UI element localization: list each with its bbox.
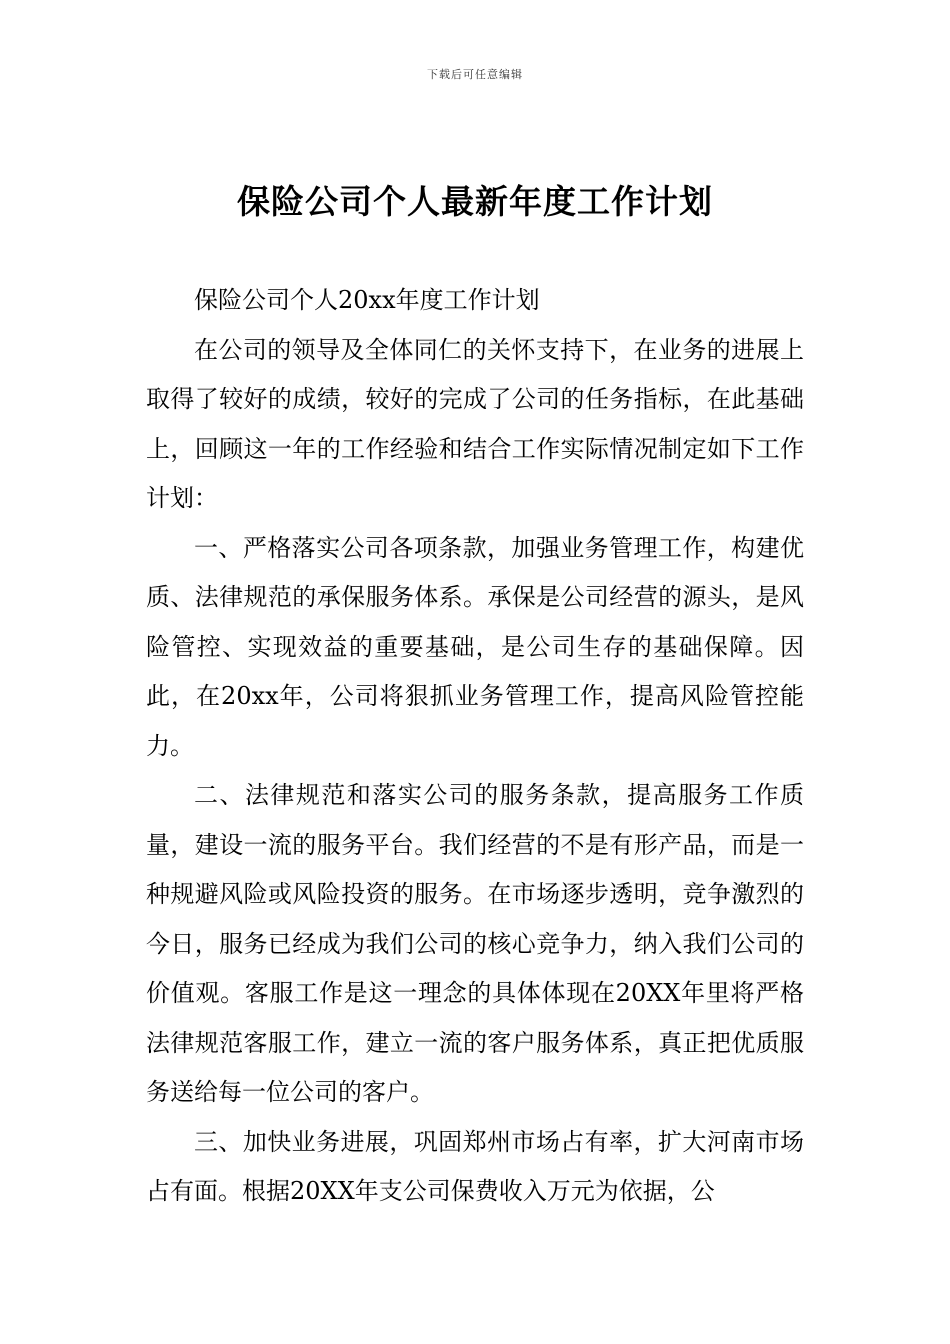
document-body — [146, 276, 804, 1217]
paragraph-section-1: 一、严格落实公司各项条款，加强业务管理工作，构建优质、法律规范的承保服务体系。承保是公司经营的源头，是风险管控、实现效益的重要基础，是公司生存的基础保障。因此，在20xx年，公司将狠抓业务管理工作，提高风险管控能力。 — [146, 533, 804, 760]
paragraph-section-3: 三、加快业务进展，巩固郑州市场占有率，扩大河南市场占有面。根据20XX年支公司保费收入万元为依据，公 — [146, 1127, 804, 1205]
paragraph-subtitle: 保险公司个人20xx年度工作计划 — [194, 286, 540, 314]
document-title: 保险公司个人最新年度工作计划 — [237, 182, 713, 221]
paragraph-intro: 在公司的领导及全体同仁的关怀支持下，在业务的进展上取得了较好的成绩，较好的完成了公司的任务指标，在此基础上，回顾这一年的工作经验和结合工作实际情况制定如下工作计划： — [146, 335, 804, 512]
header-note: 下载后可任意编辑 — [427, 68, 523, 81]
paragraph-section-2: 二、法律规范和落实公司的服务条款，提高服务工作质量，建设一流的服务平台。我们经营的不是有形产品，而是一种规避风险或风险投资的服务。在市场逐步透明，竞争激烈的今日，服务已经成为我们公司的核心竞争力，纳入我们公司的价值观。客服工作是这一理念的具体体现在20XX年里将严格法律规范客服工作，建立一流的客户服务体系，真正把优质服务送给每一位公司的客户。 — [146, 781, 804, 1106]
